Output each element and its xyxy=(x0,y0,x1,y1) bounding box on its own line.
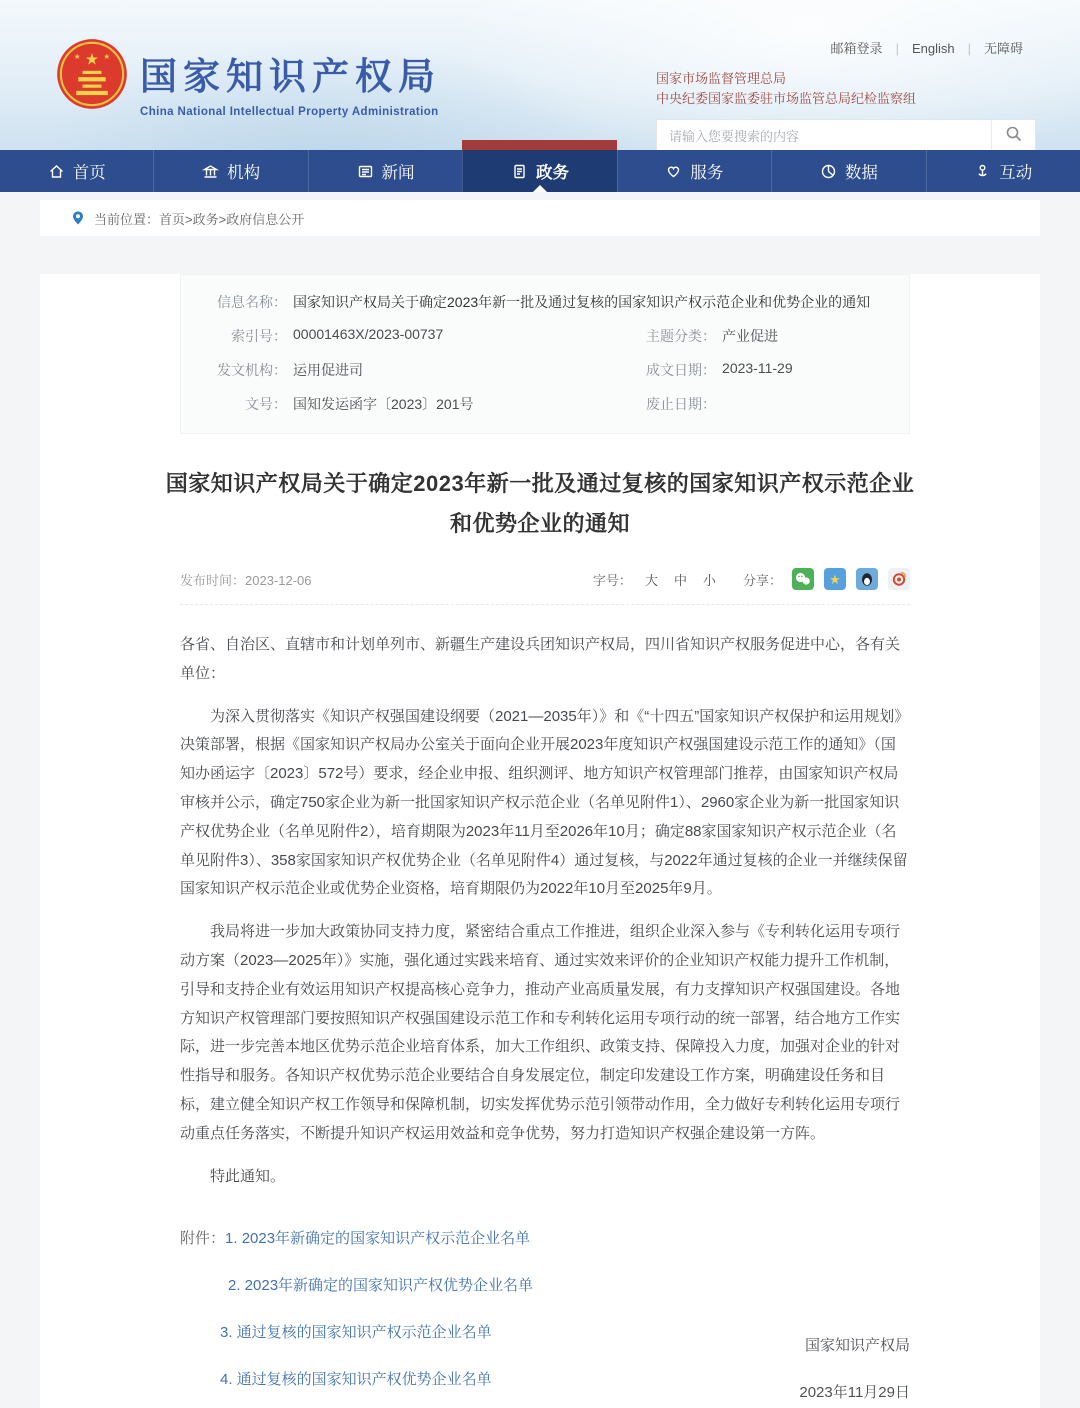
info-date-label: 成文日期： xyxy=(646,362,717,378)
fontsize-medium-button[interactable]: 中 xyxy=(673,572,687,588)
search-input[interactable] xyxy=(657,120,991,152)
table-row xyxy=(199,285,891,319)
document-info-table xyxy=(180,274,910,434)
site-header xyxy=(0,0,1080,150)
search-box xyxy=(656,119,1036,153)
info-docno-label: 文号： xyxy=(245,396,287,412)
attachment-link-4[interactable]: 4. 通过复核的国家知识产权优势企业名单 xyxy=(220,1371,492,1389)
info-issuer-label: 发文机构： xyxy=(217,362,287,378)
article-body xyxy=(180,631,910,1191)
paragraph: 为深入贯彻落实《知识产权强国建设纲要（2021—2035年）》和《“十四五”国家知识产权保护和运用规划》决策部署，根据《国家知识产权局办公室关于面向企业开展2023年度知识产权强国建设示范工作的通知》（国知办函运字〔2023〕572号）要求，经企业申报、组织测评、地方知识产权管理部门推荐，由国家知识产权局审核并公示，确定750家企业为新一批国家知识产权示范企业（名单见附件1）、2960家企业为新一批国家知识产权优势企业（名单见附件2），培育期限为2023年11月至2026年10月；确定88家国家知识产权示范企业（名单见附件3）、358家国家知识产权优势企业（名单见附件4）通过复核，与2022年通过复核的企业一并继续保留国家知识产权示范企业或优势企业资格，培育期限仍为2022年10月至2025年9月。 xyxy=(180,707,910,898)
accessibility-link[interactable]: 无障碍 xyxy=(983,41,1023,56)
info-topic-value: 产业促进 xyxy=(722,328,779,344)
related-agency-links xyxy=(656,69,1036,109)
info-docno-value: 国知发运函字〔2023〕201号 xyxy=(293,396,474,412)
breadcrumb xyxy=(40,200,1040,236)
attachment-link-2[interactable]: 2. 2023年新确定的国家知识产权优势企业名单 xyxy=(228,1277,534,1295)
breadcrumb-path[interactable]: 首页>政务>政府信息公开 xyxy=(159,211,305,227)
article-card xyxy=(40,274,1040,1408)
info-index-label: 索引号： xyxy=(231,328,287,344)
fontsize-label: 字号： xyxy=(592,572,632,588)
attachment-link-3[interactable]: 3. 通过复核的国家知识产权示范企业名单 xyxy=(220,1324,492,1342)
main-nav xyxy=(0,150,1080,192)
nav-item-interaction[interactable]: 互动 xyxy=(926,150,1080,192)
article-meta-row xyxy=(180,568,910,605)
discipline-inspection-link[interactable]: 中央纪委国家监委驻市场监管总局纪检监察组 xyxy=(656,91,917,106)
fontsize-small-button[interactable]: 小 xyxy=(702,572,716,588)
active-tab-red-strip xyxy=(462,140,616,150)
nav-item-institution[interactable]: 机构 xyxy=(153,150,307,192)
publish-time: 发布时间：2023-12-06 xyxy=(180,572,312,588)
search-icon xyxy=(1005,125,1022,147)
nav-item-home[interactable]: 首页 xyxy=(0,150,153,192)
mail-login-link[interactable]: 邮箱登录 xyxy=(830,41,883,56)
national-emblem-logo xyxy=(54,36,130,112)
english-link[interactable]: English xyxy=(911,41,955,56)
location-pin-icon xyxy=(70,210,86,226)
table-row xyxy=(199,387,891,421)
signature-org: 国家知识产权局 xyxy=(804,1337,910,1354)
site-title: 国家知识产权局 xyxy=(140,56,441,97)
svg-text:★: ★ xyxy=(103,52,111,62)
attachments-label: 附件： xyxy=(180,1230,226,1248)
signature-date: 2023年11月29日 xyxy=(799,1384,910,1401)
active-tab-caret xyxy=(533,185,547,192)
fontsize-large-button[interactable]: 大 xyxy=(644,572,658,588)
info-name-value: 国家知识产权局关于确定2023年新一批及通过复核的国家知识产权示范企业和优势企业的通知 xyxy=(293,294,871,310)
info-name-label: 信息名称： xyxy=(217,294,287,310)
government-icon xyxy=(511,163,528,180)
wechat-icon[interactable] xyxy=(792,568,814,590)
svg-text:★: ★ xyxy=(84,51,100,69)
info-index-value: 00001463X/2023-00737 xyxy=(293,326,444,342)
table-row xyxy=(199,319,891,353)
data-icon xyxy=(820,163,837,180)
nav-item-government[interactable]: 政务 xyxy=(462,150,616,192)
weibo-icon[interactable] xyxy=(888,568,910,590)
signature-block xyxy=(799,1308,910,1402)
institution-icon xyxy=(202,163,219,180)
page-title: 国家知识产权局关于确定2023年新一批及通过复核的国家知识产权示范企业和优势企业的通知 xyxy=(165,471,915,536)
paragraph: 特此通知。 xyxy=(210,1167,286,1185)
svg-text:★: ★ xyxy=(829,572,841,587)
table-row xyxy=(199,353,891,387)
samr-link[interactable]: 国家市场监督管理总局 xyxy=(656,71,787,86)
share-label: 分享： xyxy=(742,572,782,588)
info-repeal-label: 废止日期： xyxy=(646,396,717,412)
breadcrumb-label: 当前位置： xyxy=(94,211,160,227)
info-date-value: 2023-11-29 xyxy=(722,360,793,376)
qq-icon[interactable] xyxy=(856,568,878,590)
attachment-link-1[interactable]: 1. 2023年新确定的国家知识产权示范企业名单 xyxy=(225,1230,531,1248)
service-icon xyxy=(665,163,682,180)
qzone-icon[interactable] xyxy=(824,568,846,590)
paragraph: 我局将进一步加大政策协同支持力度，紧密结合重点工作推进，组织企业深入参与《专利转化运用专项行动方案（2023—2025年）》实施，强化通过实践来培育、通过实效来评价的企业知识产权能力提升工作机制，引导和支持企业有效运用知识产权提高核心竞争力，推动产业高质量发展，有力支撑知识产权强国建设。各地方知识产权管理部门要按照知识产权强国建设示范工作和专利转化运用专项行动的统一部署，结合地方工作实际，进一步完善本地区优势示范企业培育体系，加大工作组织、政策支持、保障投入力度，加强对企业的针对性指导和服务。各知识产权优势示范企业要结合自身发展定位，制定印发建设工作方案，明确建设任务和目标，建立健全知识产权工作领导和保障机制，切实发挥优势示范引领带动作用，全力做好专利转化运用专项行动重点任务落实，不断提升知识产权运用效益和竞争优势，努力打造知识产权强企建设第一方阵。 xyxy=(180,923,901,1142)
nav-item-news[interactable]: 新闻 xyxy=(308,150,462,192)
nav-item-service[interactable]: 服务 xyxy=(617,150,771,192)
home-icon xyxy=(48,163,65,180)
nav-item-data[interactable]: 数据 xyxy=(771,150,925,192)
svg-text:★: ★ xyxy=(73,52,81,62)
search-button[interactable] xyxy=(991,120,1035,152)
site-title-block xyxy=(140,46,441,118)
interaction-icon xyxy=(974,163,991,180)
info-topic-label: 主题分类： xyxy=(646,328,717,344)
site-subtitle: China National Intellectual Property Administration xyxy=(140,106,439,118)
info-issuer-value: 运用促进司 xyxy=(293,362,363,378)
info-repeal-value xyxy=(716,394,722,414)
header-top-links: 邮箱登录 | English | 无障碍 xyxy=(656,38,1036,57)
news-icon xyxy=(357,163,374,180)
paragraph: 各省、自治区、直辖市和计划单列市、新疆生产建设兵团知识产权局，四川省知识产权服务促进中心，各有关单位： xyxy=(180,636,901,682)
